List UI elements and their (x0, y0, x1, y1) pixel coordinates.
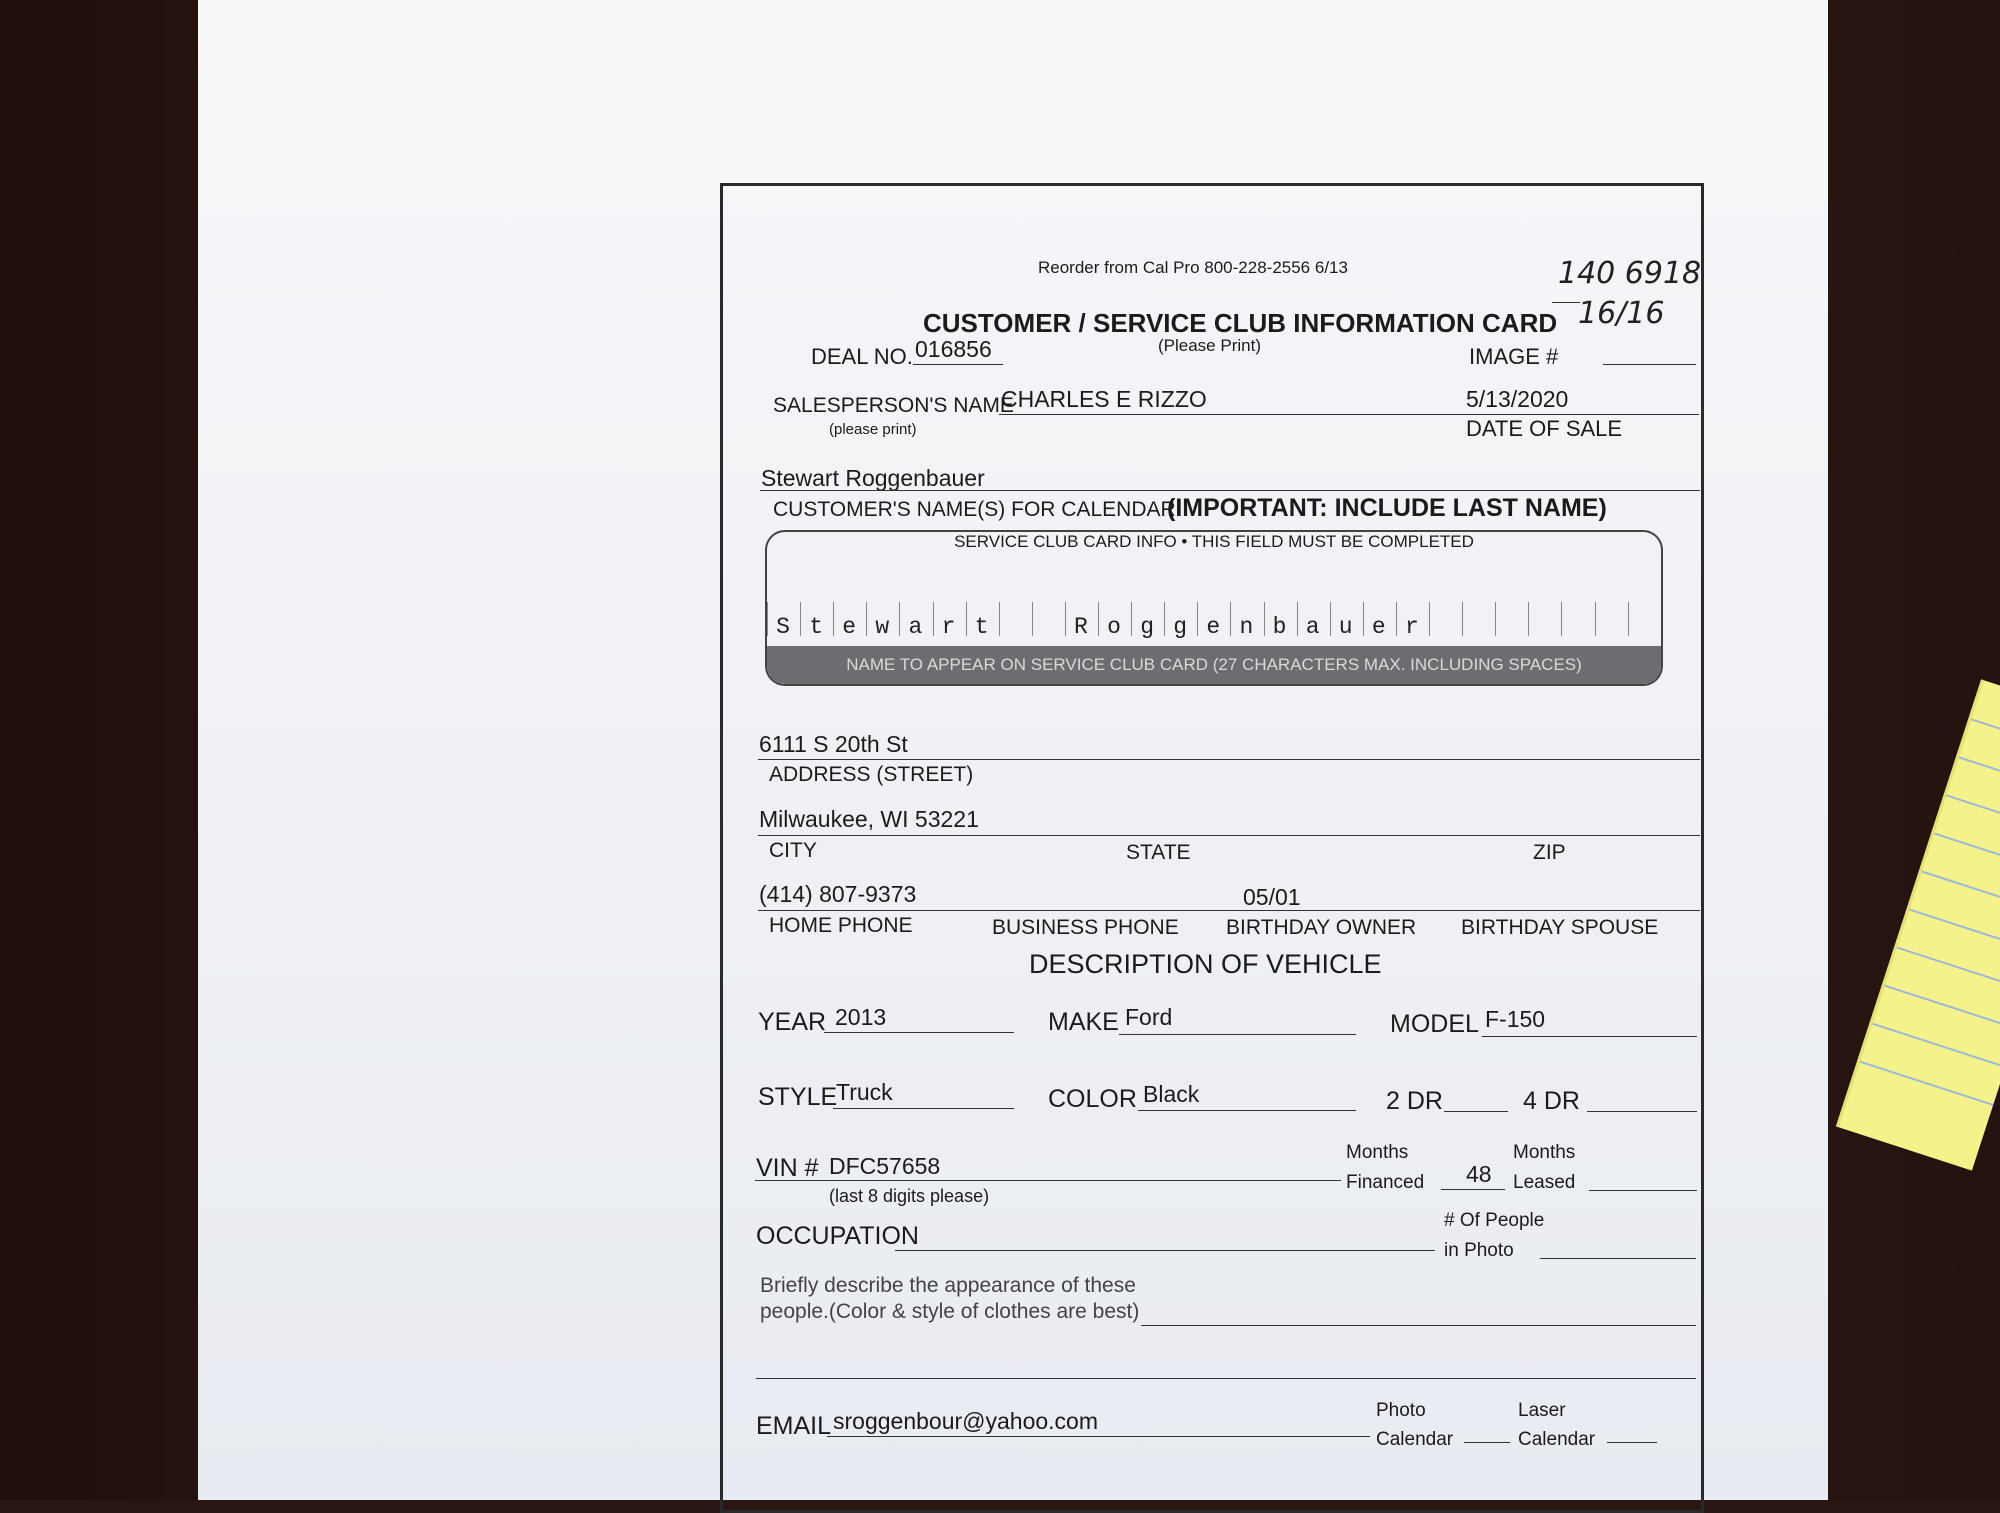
club-character: R (1073, 614, 1088, 640)
style-line (833, 1108, 1014, 1109)
handwritten-fraction: 16/16 (1578, 296, 1665, 331)
club-cell-divider (1462, 602, 1463, 636)
club-cell-divider (1429, 602, 1430, 636)
home-phone-value: (414) 807-9373 (759, 881, 917, 907)
salesperson-value: CHARLES E RIZZO (1001, 386, 1207, 412)
make-line (1119, 1034, 1356, 1035)
zip-label: ZIP (1533, 841, 1566, 864)
email-line (827, 1436, 1370, 1437)
vehicle-title: DESCRIPTION OF VEHICLE (1029, 949, 1382, 979)
vin-sub: (last 8 digits please) (829, 1186, 990, 1206)
club-cell-divider (999, 602, 1000, 636)
two-dr-line (1444, 1111, 1508, 1112)
months-financed-value: 48 (1466, 1161, 1492, 1187)
laser-calendar-bottom: Calendar (1518, 1429, 1596, 1450)
club-character: o (1107, 614, 1121, 640)
months-financed-top: Months (1346, 1142, 1409, 1163)
two-dr-label: 2 DR (1386, 1087, 1443, 1115)
describe-line-1: Briefly describe the appearance of these (760, 1274, 1136, 1297)
club-character: g (1140, 614, 1154, 640)
laser-calendar-top: Laser (1518, 1400, 1566, 1421)
club-cell-divider (1528, 602, 1529, 636)
year-label: YEAR (758, 1008, 827, 1036)
club-cell-divider (1495, 602, 1496, 636)
birthday-owner-value: 05/01 (1243, 884, 1301, 910)
months-leased-line (1589, 1190, 1697, 1191)
club-character: e (1371, 614, 1386, 640)
club-character: n (1239, 614, 1254, 640)
birthday-spouse-label: BIRTHDAY SPOUSE (1461, 916, 1659, 939)
year-line (824, 1032, 1014, 1033)
club-character: e (842, 614, 857, 640)
city-label: CITY (769, 839, 817, 862)
state-label: STATE (1126, 841, 1191, 864)
make-value: Ford (1125, 1004, 1173, 1030)
date-of-sale-label: DATE OF SALE (1466, 416, 1623, 441)
model-line (1482, 1036, 1697, 1037)
model-label: MODEL (1390, 1010, 1479, 1038)
salesperson-line (999, 414, 1699, 415)
date-of-sale-value: 5/13/2020 (1466, 386, 1569, 412)
color-label: COLOR (1048, 1085, 1137, 1113)
birthday-owner-label: BIRTHDAY OWNER (1226, 916, 1417, 939)
club-character: t (974, 614, 989, 640)
club-footer-text: NAME TO APPEAR ON SERVICE CLUB CARD (27 CHARACTERS MAX. INCLUDING SPACES) (846, 655, 1582, 674)
address-label: ADDRESS (STREET) (769, 763, 974, 786)
photo-calendar-line (1464, 1442, 1510, 1443)
club-character: a (1305, 614, 1320, 640)
handwritten-dash (1552, 302, 1580, 303)
club-character: e (1206, 614, 1221, 640)
salesperson-sub: (please print) (829, 421, 917, 438)
home-phone-label: HOME PHONE (769, 914, 913, 937)
make-label: MAKE (1048, 1008, 1119, 1036)
club-character: r (941, 614, 956, 640)
business-phone-label: BUSINESS PHONE (992, 916, 1179, 939)
please-print-note: (Please Print) (1158, 336, 1261, 355)
style-value: Truck (836, 1079, 893, 1105)
people-in-photo-top: # Of People (1444, 1210, 1545, 1231)
city-line (758, 835, 1700, 836)
service-club-box (765, 530, 1663, 686)
four-dr-label: 4 DR (1523, 1087, 1580, 1115)
information-card-form (720, 183, 1704, 1513)
club-character: b (1272, 614, 1287, 640)
paper-sheet (198, 0, 1828, 1500)
important-note: (IMPORTANT: INCLUDE LAST NAME) (1167, 494, 1607, 522)
photo-calendar-top: Photo (1376, 1400, 1426, 1421)
customer-name-label: CUSTOMER'S NAME(S) FOR CALENDAR (773, 498, 1176, 521)
describe-line (1141, 1325, 1696, 1326)
four-dr-line (1587, 1111, 1697, 1112)
vin-label: VIN # (756, 1154, 819, 1182)
club-cell-divider (1561, 602, 1562, 636)
people-in-photo-bottom: in Photo (1444, 1240, 1514, 1261)
photo-calendar-bottom: Calendar (1376, 1429, 1454, 1450)
email-label: EMAIL (756, 1412, 832, 1440)
salesperson-label: SALESPERSON'S NAME (773, 394, 1014, 417)
occupation-line (895, 1250, 1435, 1251)
year-value: 2013 (835, 1004, 887, 1030)
deal-no-label: DEAL NO. (811, 344, 913, 369)
color-value: Black (1143, 1081, 1200, 1107)
customer-name-value: Stewart Roggenbauer (761, 465, 985, 491)
months-leased-bottom: Leased (1513, 1172, 1576, 1193)
model-value: F-150 (1485, 1006, 1546, 1032)
color-line (1138, 1110, 1356, 1111)
club-character: r (1404, 614, 1419, 640)
club-character: t (809, 614, 823, 640)
club-cell-divider (1628, 602, 1629, 636)
address-value: 6111 S 20th St (759, 731, 908, 757)
address-line (758, 759, 1700, 760)
image-line (1603, 364, 1696, 365)
describe-extra-line (756, 1378, 1696, 1379)
image-label: IMAGE # (1469, 344, 1559, 369)
describe-line-2: people.(Color & style of clothes are best) (760, 1300, 1140, 1323)
deal-no-line (913, 364, 1003, 365)
vin-line (755, 1180, 1341, 1181)
club-character: a (908, 614, 923, 640)
style-label: STYLE (758, 1083, 838, 1111)
months-leased-top: Months (1513, 1142, 1576, 1163)
laser-calendar-line (1607, 1442, 1657, 1443)
vin-value: DFC57658 (829, 1153, 941, 1179)
club-character: g (1173, 614, 1188, 640)
handwritten-number: 140 6918 (1558, 256, 1702, 291)
months-financed-line (1441, 1189, 1505, 1190)
club-cell-divider (1661, 602, 1662, 636)
people-in-photo-line (1540, 1258, 1696, 1259)
email-value: sroggenbour@yahoo.com (833, 1408, 1099, 1434)
deal-no-value: 016856 (915, 336, 992, 362)
club-cell-divider (1032, 602, 1033, 636)
months-financed-bottom: Financed (1346, 1172, 1425, 1193)
club-character: u (1338, 614, 1353, 640)
city-value: Milwaukee, WI 53221 (759, 806, 979, 832)
club-character-cells (767, 602, 1661, 644)
form-title: CUSTOMER / SERVICE CLUB INFORMATION CARD (923, 308, 1558, 338)
phone-line (758, 910, 1700, 911)
occupation-label: OCCUPATION (756, 1222, 919, 1250)
reorder-line: Reorder from Cal Pro 800-228-2556 6/13 (1038, 258, 1348, 277)
customer-name-line (760, 490, 1700, 491)
club-header: SERVICE CLUB CARD INFO • THIS FIELD MUST BE COMPLETED (954, 532, 1474, 551)
club-cell-divider (1595, 602, 1596, 636)
club-character: w (875, 614, 890, 640)
club-character: S (776, 614, 790, 640)
club-footer-band (767, 646, 1661, 684)
